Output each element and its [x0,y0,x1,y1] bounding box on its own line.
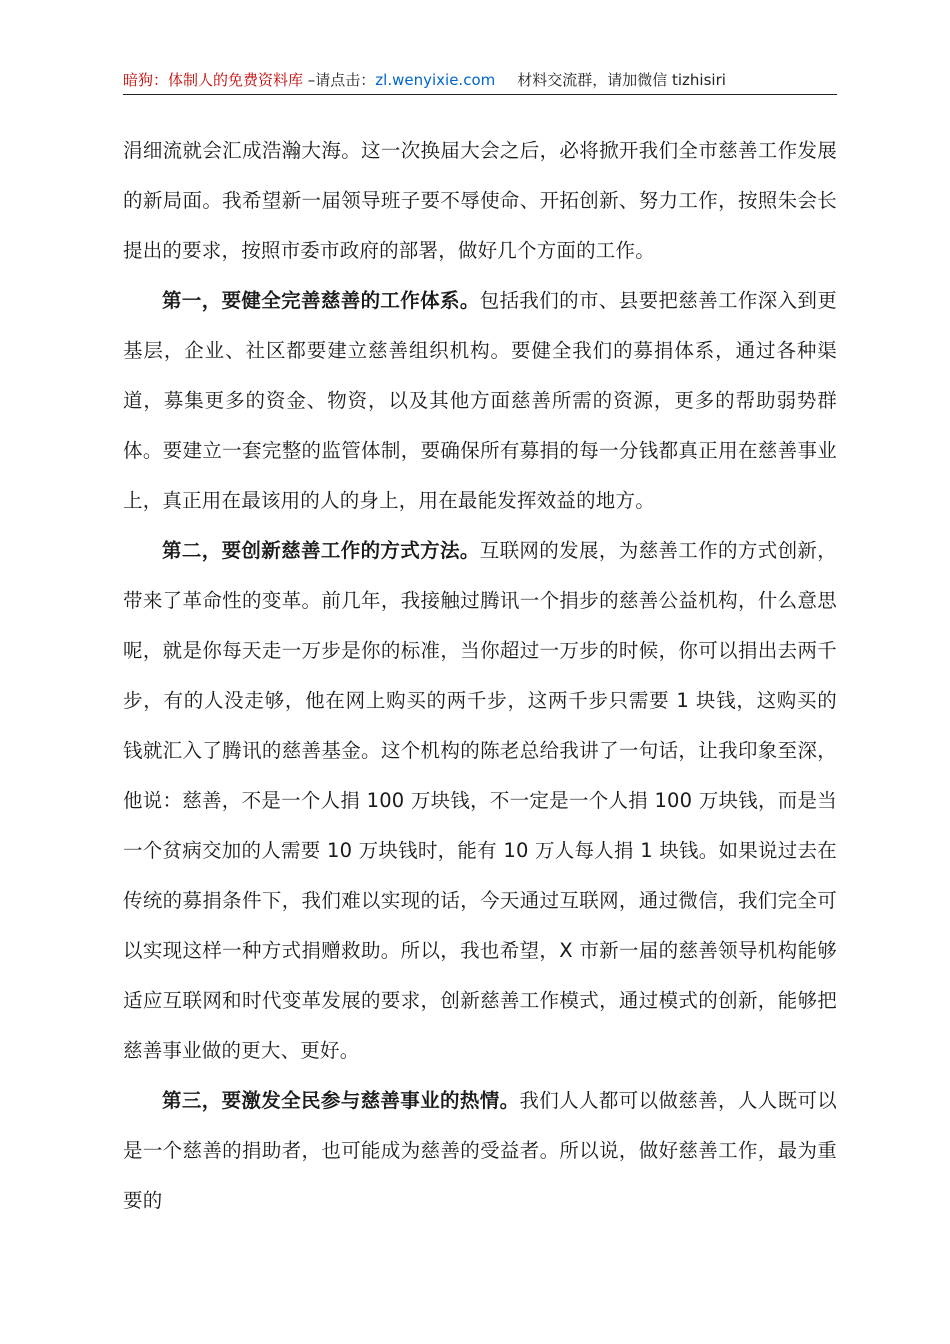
paragraph-intro [123,126,837,276]
paragraph-text: 涓细流就会汇成浩瀚大海。这一次换届大会之后，必将掀开我们全市慈善工作发展的新局面。我希望新一届领导班子要不辱使命、开拓创新、努力工作，按照朱会长提出的要求，按照市委市政府的部署，做好几个方面的工作。 [123,139,837,262]
paragraph-point-2 [123,526,837,1076]
paragraph-point-1 [123,276,837,526]
header-brand: 暗狗：体制人的免费资料库 [123,71,304,89]
paragraph-lead: 第二，要创新慈善工作的方式方法。 [162,539,480,562]
paragraph-point-3 [123,1076,837,1226]
header-site-link[interactable]: zl.wenyixie.com [375,71,496,89]
paragraph-text: 包括我们的市、县要把慈善工作深入到更基层，企业、社区都要建立慈善组织机构。要健全我们的募捐体系，通过各种渠道，募集更多的资金、物资，以及其他方面慈善所需的资源，更多的帮助弱势群体。要建立一套完整的监管体制，要确保所有募捐的每一分钱都真正用在慈善事业上，真正用在最该用的人的身上，用在最能发挥效益的地方。 [123,289,837,512]
paragraph-text: 我们人人都可以做慈善，人人既可以是一个慈善的捐助者，也可能成为慈善的受益者。所以说，做好慈善工作，最为重要的 [123,1089,837,1212]
page-header [123,68,837,95]
paragraph-text: 互联网的发展，为慈善工作的方式创新，带来了革命性的变革。前几年，我接触过腾讯一个捐步的慈善公益机构，什么意思呢，就是你每天走一万步是你的标准，当你超过一万步的时候，你可以捐出去两千步，有的人没走够，他在网上购买的两千步，这两千步只需要 1 块钱，这购买的钱就汇入了腾讯的慈善基金。这个机构的陈老总给我讲了一句话，让我印象至深，他说：慈善，不是一个人捐 100 万块钱，不一定是一个人捐 100 万块钱，而是当一个贫病交加的人需要 10 万块钱时，能有 10 万人每人捐 1 块钱。如果说过去在传统的募捐条件下，我们难以实现的话，今天通过互联网，通过微信，我们完全可以实现这样一种方式捐赠救助。所以，我也希望，X 市新一届的慈善领导机构能够适应互联网和时代变革发展的要求，创新慈善工作模式，通过模式的创新，能够把慈善事业做的更大、更好。 [123,539,837,1062]
document-body [123,126,837,1226]
paragraph-lead: 第一，要健全完善慈善的工作体系。 [162,289,480,312]
header-prompt: –请点击： [303,71,376,89]
header-contact: 材料交流群，请加微信 tizhisiri [517,71,726,89]
paragraph-lead: 第三，要激发全民参与慈善事业的热情。 [162,1089,520,1112]
